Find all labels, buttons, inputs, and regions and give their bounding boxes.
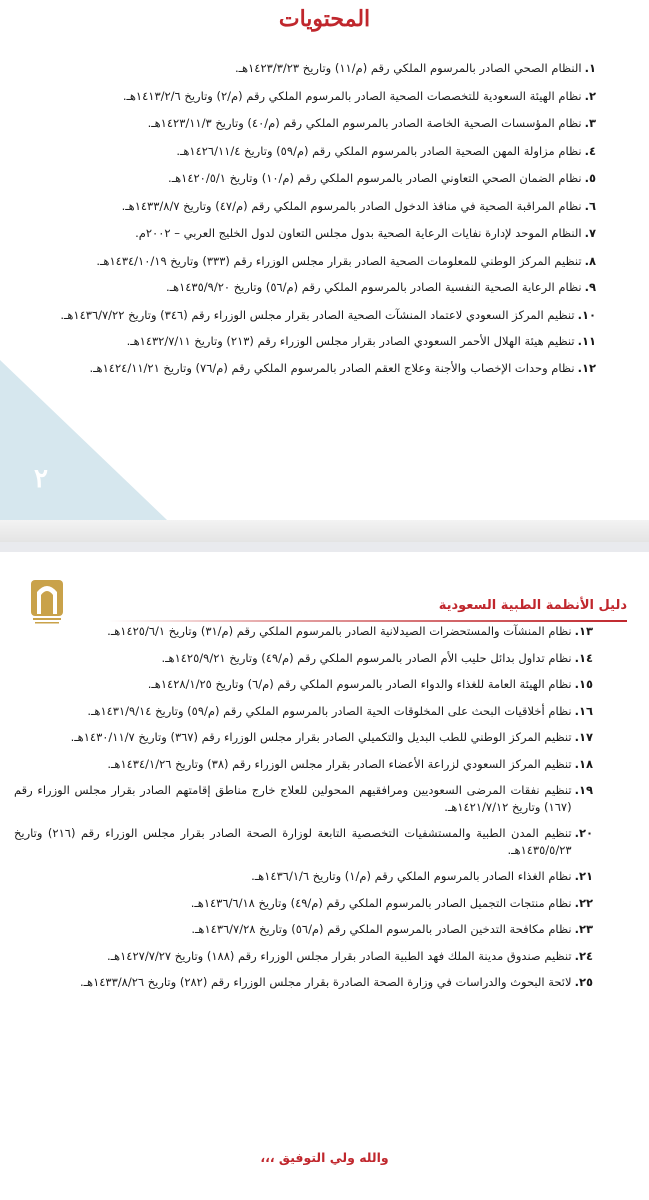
page-number: ٢ [34,464,48,494]
page-title: المحتويات [278,6,371,32]
list-item: ٢. نظام الهيئة السعودية للتخصصات الصحية الصادر بالمرسوم الملكي رقم (م/٢) وتاريخ ١٤١٣/٢/٦هـ. [122,88,596,103]
list-item: ٩. نظام الرعاية الصحية النفسية الصادر بالمرسوم الملكي رقم (م/٥٦) وتاريخ ١٤٣٥/٩/٢٠هـ. [165,280,596,294]
list-item: ٢١. نظام الغذاء الصادر بالمرسوم الملكي رقم (م/١) وتاريخ ١٤٣٦/١/٦هـ. [251,869,593,883]
list-item: ١٤. نظام تداول بدائل حليب الأم الصادر بالمرسوم الملكي رقم (م/٤٩) وتاريخ ١٤٢٥/٩/٢١هـ. [161,650,593,665]
list-item: ١٦. نظام أخلاقيات البحث على المخلوقات الحية الصادر بالمرسوم الملكي رقم (م/٥٩) وتاريخ ١٤٣١/٩/١٤هـ. [87,703,593,718]
list-item: ٢٥. لائحة البحوث والدراسات في وزارة الصحة الصادرة بقرار مجلس الوزراء رقم (٢٨٢) وتاريخ ١٤٣٣/٨/٢٦هـ. [79,975,593,989]
closing-note: والله ولي التوفيق ،،، [260,1150,389,1165]
list-item: ٤. نظام مزاولة المهن الصحية الصادر بالمرسوم الملكي رقم (م/٥٩) وتاريخ ١٤٢٦/١١/٤هـ. [176,143,596,158]
page-footer-band [0,520,649,542]
list-item: ٦. نظام المراقبة الصحية في منافذ الدخول الصادر بالمرسوم الملكي رقم (م/٤٧) وتاريخ ١٤٣٣/٨/٧هـ. [121,198,596,213]
list-item: ١١. تنظيم هيئة الهلال الأحمر السعودي الصادر بقرار مجلس الوزراء رقم (٢١٣) وتاريخ ١٤٣٢/٧/١١هـ. [126,334,596,348]
list-item: ١٩. تنظيم نفقات المرضى السعوديين ومرافقيهم المحولين للعلاج خارج مناطق إقامتهم الصادر بقرار مجلس الوزراء رقم (١٦٧) وتاريخ ١٤٢١/٧/١٢هـ. [14,783,593,814]
list-item: ١٢. نظام وحدات الإخصاب والأجنة وعلاج العقم الصادر بالمرسوم الملكي رقم (م/٧٦) وتاريخ ١٤٢٤/١١/٢١هـ. [89,360,596,375]
list-item: ١٠. تنظيم المركز السعودي لاعتماد المنشآت الصحية الصادر بقرار مجلس الوزراء رقم (٣٤٦) وتاريخ ١٤٣٦/٧/٢٢هـ. [60,307,596,322]
list-item: ١٧. تنظيم المركز الوطني للطب البديل والتكميلي الصادر بقرار مجلس الوزراء رقم (٣٦٧) وتاريخ ١٤٣٠/١١/٧هـ. [70,730,593,744]
logo-emblem-icon [29,578,65,626]
contents-page [0,0,649,542]
list-item: ٥. نظام الضمان الصحي التعاوني الصادر بالمرسوم الملكي رقم (م/١٠) وتاريخ ١٤٢٠/٥/١هـ. [168,171,596,185]
page-header [0,570,649,630]
contents-list-continued [0,623,649,991]
list-item: ٢٣. نظام مكافحة التدخين الصادر بالمرسوم الملكي رقم (م/٥٦) وتاريخ ١٤٣٦/٧/٢٨هـ. [191,922,593,936]
list-item: ٢٠. تنظيم المدن الطبية والمستشفيات التخصصية التابعة لوزارة الصحة الصادر بقرار مجلس الوزراء رقم (٢١٦) وتاريخ ١٤٣٥/٥/٢٣هـ. [14,826,593,857]
list-item: ١٥. نظام الهيئة العامة للغذاء والدواء الصادر بالمرسوم الملكي رقم (م/٦) وتاريخ ١٤٢٨/١/٢٥هـ. [147,677,593,691]
list-item: ٢٤. تنظيم صندوق مدينة الملك فهد الطبية الصادر بقرار مجلس الوزراء رقم (١٨٨) وتاريخ ١٤٢٧/٧/٢٧هـ. [107,948,593,963]
list-item: ٢٢. نظام منتجات التجميل الصادر بالمرسوم الملكي رقم (م/٤٩) وتاريخ ١٤٣٦/٦/١٨هـ. [190,895,593,910]
list-item: ٨. تنظيم المركز الوطني للمعلومات الصحية الصادر بقرار مجلس الوزراء رقم (٣٣٣) وتاريخ ١٤٣٤/١٠/١٩هـ. [96,253,596,268]
guide-title: دليل الأنظمة الطبية السعودية [438,598,627,613]
list-item: ١. النظام الصحي الصادر بالمرسوم الملكي رقم (م/١١) وتاريخ ١٤٢٣/٣/٢٣هـ. [235,61,596,75]
header-divider [108,620,627,622]
list-item: ١٣. نظام المنشآت والمستحضرات الصيدلانية الصادر بالمرسوم الملكي رقم (م/٣١) وتاريخ ١٤٢٥/٦/١هـ. [107,624,593,638]
contents-list [0,60,649,376]
decorative-corner-triangle [0,360,190,542]
list-item: ٧. النظام الموحد لإدارة نفايات الرعاية الصحية بدول مجلس التعاون لدول الخليج العربي – ٢٠٠٢م. [135,226,596,240]
list-item: ١٨. تنظيم المركز السعودي لزراعة الأعضاء الصادر بقرار مجلس الوزراء رقم (٣٨) وتاريخ ١٤٣٤/١/٢٦هـ. [107,756,593,771]
list-item: ٣. نظام المؤسسات الصحية الخاصة الصادر بالمرسوم الملكي رقم (م/٤٠) وتاريخ ١٤٢٣/١١/٣هـ. [147,116,596,130]
